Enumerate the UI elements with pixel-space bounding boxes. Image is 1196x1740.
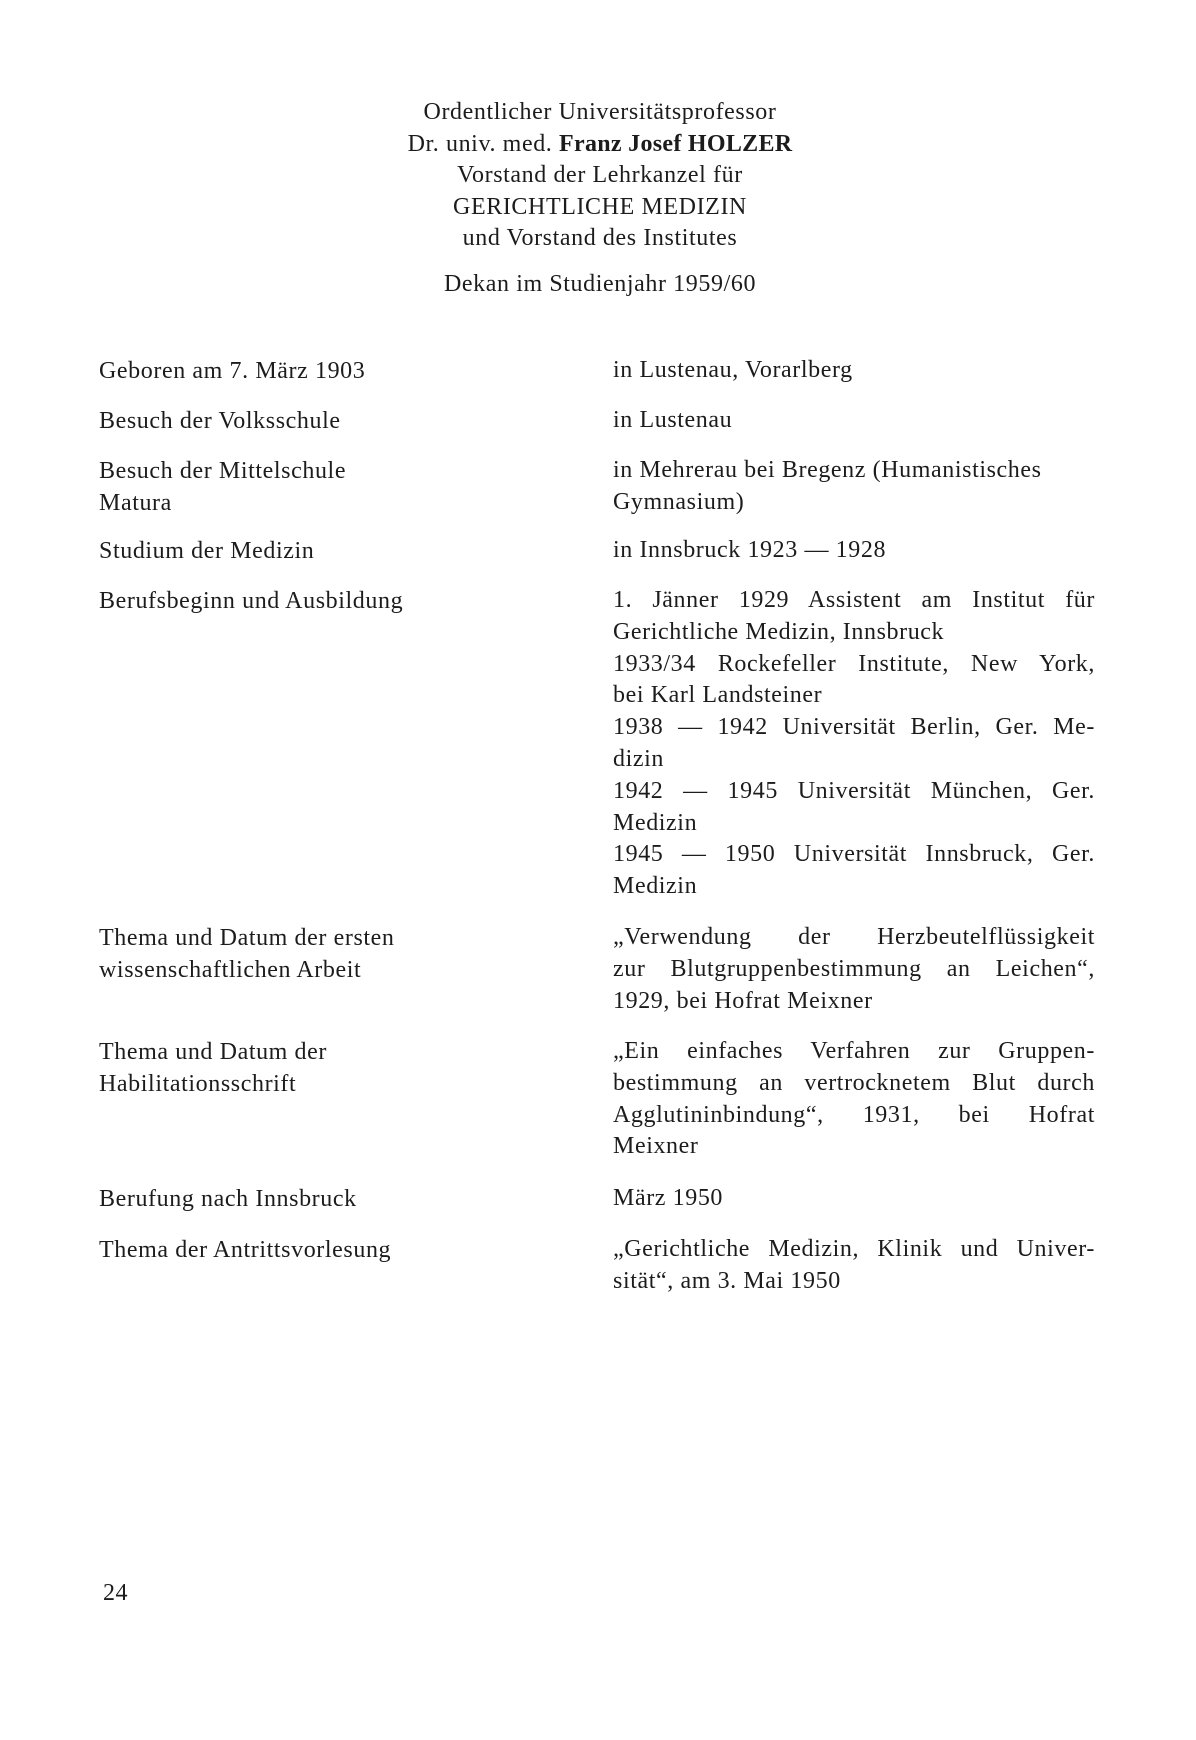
cv-label — [99, 455, 539, 519]
cv-label-line: Thema und Datum der — [99, 1039, 327, 1065]
cv-label-line: Habilitationsschrift — [99, 1071, 297, 1097]
cv-value-line: Medizin — [613, 873, 698, 900]
cv-value-line: in Lustenau — [613, 407, 733, 433]
cv-label-line: Berufsbeginn und Ausbildung — [99, 588, 404, 614]
cv-label — [99, 1183, 539, 1215]
title-line-chair: Vorstand der Lehrkanzel für — [457, 162, 743, 188]
cv-label — [99, 922, 539, 986]
cv-label-line: Studium der Medizin — [99, 538, 315, 564]
cv-value-line: bestimmung an vertrocknetem Blut durch — [613, 1069, 1095, 1096]
cv-value — [613, 585, 1095, 903]
cv-value-line: Medizin — [613, 809, 698, 836]
cv-value-line: 1938 — 1942 Universität Berlin, Ger. Me- — [613, 714, 1095, 741]
cv-label-line: Besuch der Volksschule — [99, 408, 341, 434]
cv-label — [99, 405, 539, 437]
cv-value-line: 1933/34 Rockefeller Institute, New York, — [613, 650, 1095, 677]
cv-label-line: Besuch der Mittelschule — [99, 458, 347, 484]
cv-value-line: 1942 — 1945 Universität München, Ger. — [613, 777, 1095, 804]
cv-value-line: Gymnasium) — [613, 488, 745, 515]
cv-value-line: „Ein einfaches Verfahren zur Gruppen- — [613, 1038, 1095, 1064]
cv-label-line: Thema und Datum der ersten — [99, 925, 395, 951]
cv-value-line: Meixner — [613, 1133, 699, 1160]
cv-value-line: März 1950 — [613, 1185, 724, 1211]
cv-label — [99, 1036, 539, 1100]
cv-value — [613, 405, 1095, 437]
cv-label-line: Thema der Antrittsvorlesung — [99, 1237, 392, 1263]
title-line-department: GERICHTLICHE MEDIZIN — [453, 193, 747, 220]
cv-value-line: dizin — [613, 745, 664, 772]
cv-value-line: in Mehrerau bei Bregenz (Humanistisches — [613, 457, 1042, 483]
cv-value-line: 1945 — 1950 Universität Innsbruck, Ger. — [613, 841, 1095, 868]
title-line-name — [300, 129, 900, 161]
cv-value-line: 1. Jänner 1929 Assistent am Institut für — [613, 587, 1095, 613]
page-number: 24 — [103, 1580, 128, 1606]
cv-label-line: Geboren am 7. März 1903 — [99, 358, 366, 384]
title-block — [300, 97, 900, 300]
cv-value-line: sität“, am 3. Mai 1950 — [613, 1267, 841, 1294]
person-name: Franz Josef HOLZER — [559, 130, 793, 157]
cv-label — [99, 585, 539, 617]
title-degree: Dr. univ. med. — [407, 130, 553, 157]
cv-value-line: in Lustenau, Vorarlberg — [613, 357, 853, 383]
cv-value-line: zur Blutgruppenbestimmung an Leichen“, — [613, 955, 1095, 982]
dean-line: Dekan im Studienjahr 1959/60 — [443, 270, 757, 297]
title-line-institute: und Vorstand des Institutes — [462, 225, 738, 251]
cv-value — [613, 355, 1095, 387]
cv-value — [613, 1036, 1095, 1163]
cv-value-line: in Innsbruck 1923 — 1928 — [613, 537, 887, 563]
cv-value-line: Gerichtliche Medizin, Innsbruck — [613, 618, 945, 645]
cv-value-line: bei Karl Landsteiner — [613, 682, 823, 709]
cv-label — [99, 1234, 539, 1266]
cv-value-line: „Verwendung der Herzbeutelflüssigkeit — [613, 924, 1095, 950]
cv-label — [99, 535, 539, 567]
cv-value-line: Agglutininbindung“, 1931, bei Hofrat — [613, 1101, 1095, 1128]
title-line-position: Ordentlicher Universitätsprofessor — [423, 99, 777, 125]
cv-value — [613, 1234, 1095, 1298]
cv-label-line: Matura — [99, 490, 172, 516]
cv-value — [613, 455, 1095, 519]
cv-value — [613, 1183, 1095, 1215]
cv-value-line: 1929, bei Hofrat Meixner — [613, 987, 873, 1014]
cv-label — [99, 355, 539, 387]
cv-label-line: Berufung nach Innsbruck — [99, 1186, 357, 1212]
cv-value — [613, 535, 1095, 567]
cv-value-line: „Gerichtliche Medizin, Klinik und Univer- — [613, 1236, 1095, 1262]
cv-value — [613, 922, 1095, 1017]
cv-label-line: wissenschaftlichen Arbeit — [99, 957, 362, 983]
